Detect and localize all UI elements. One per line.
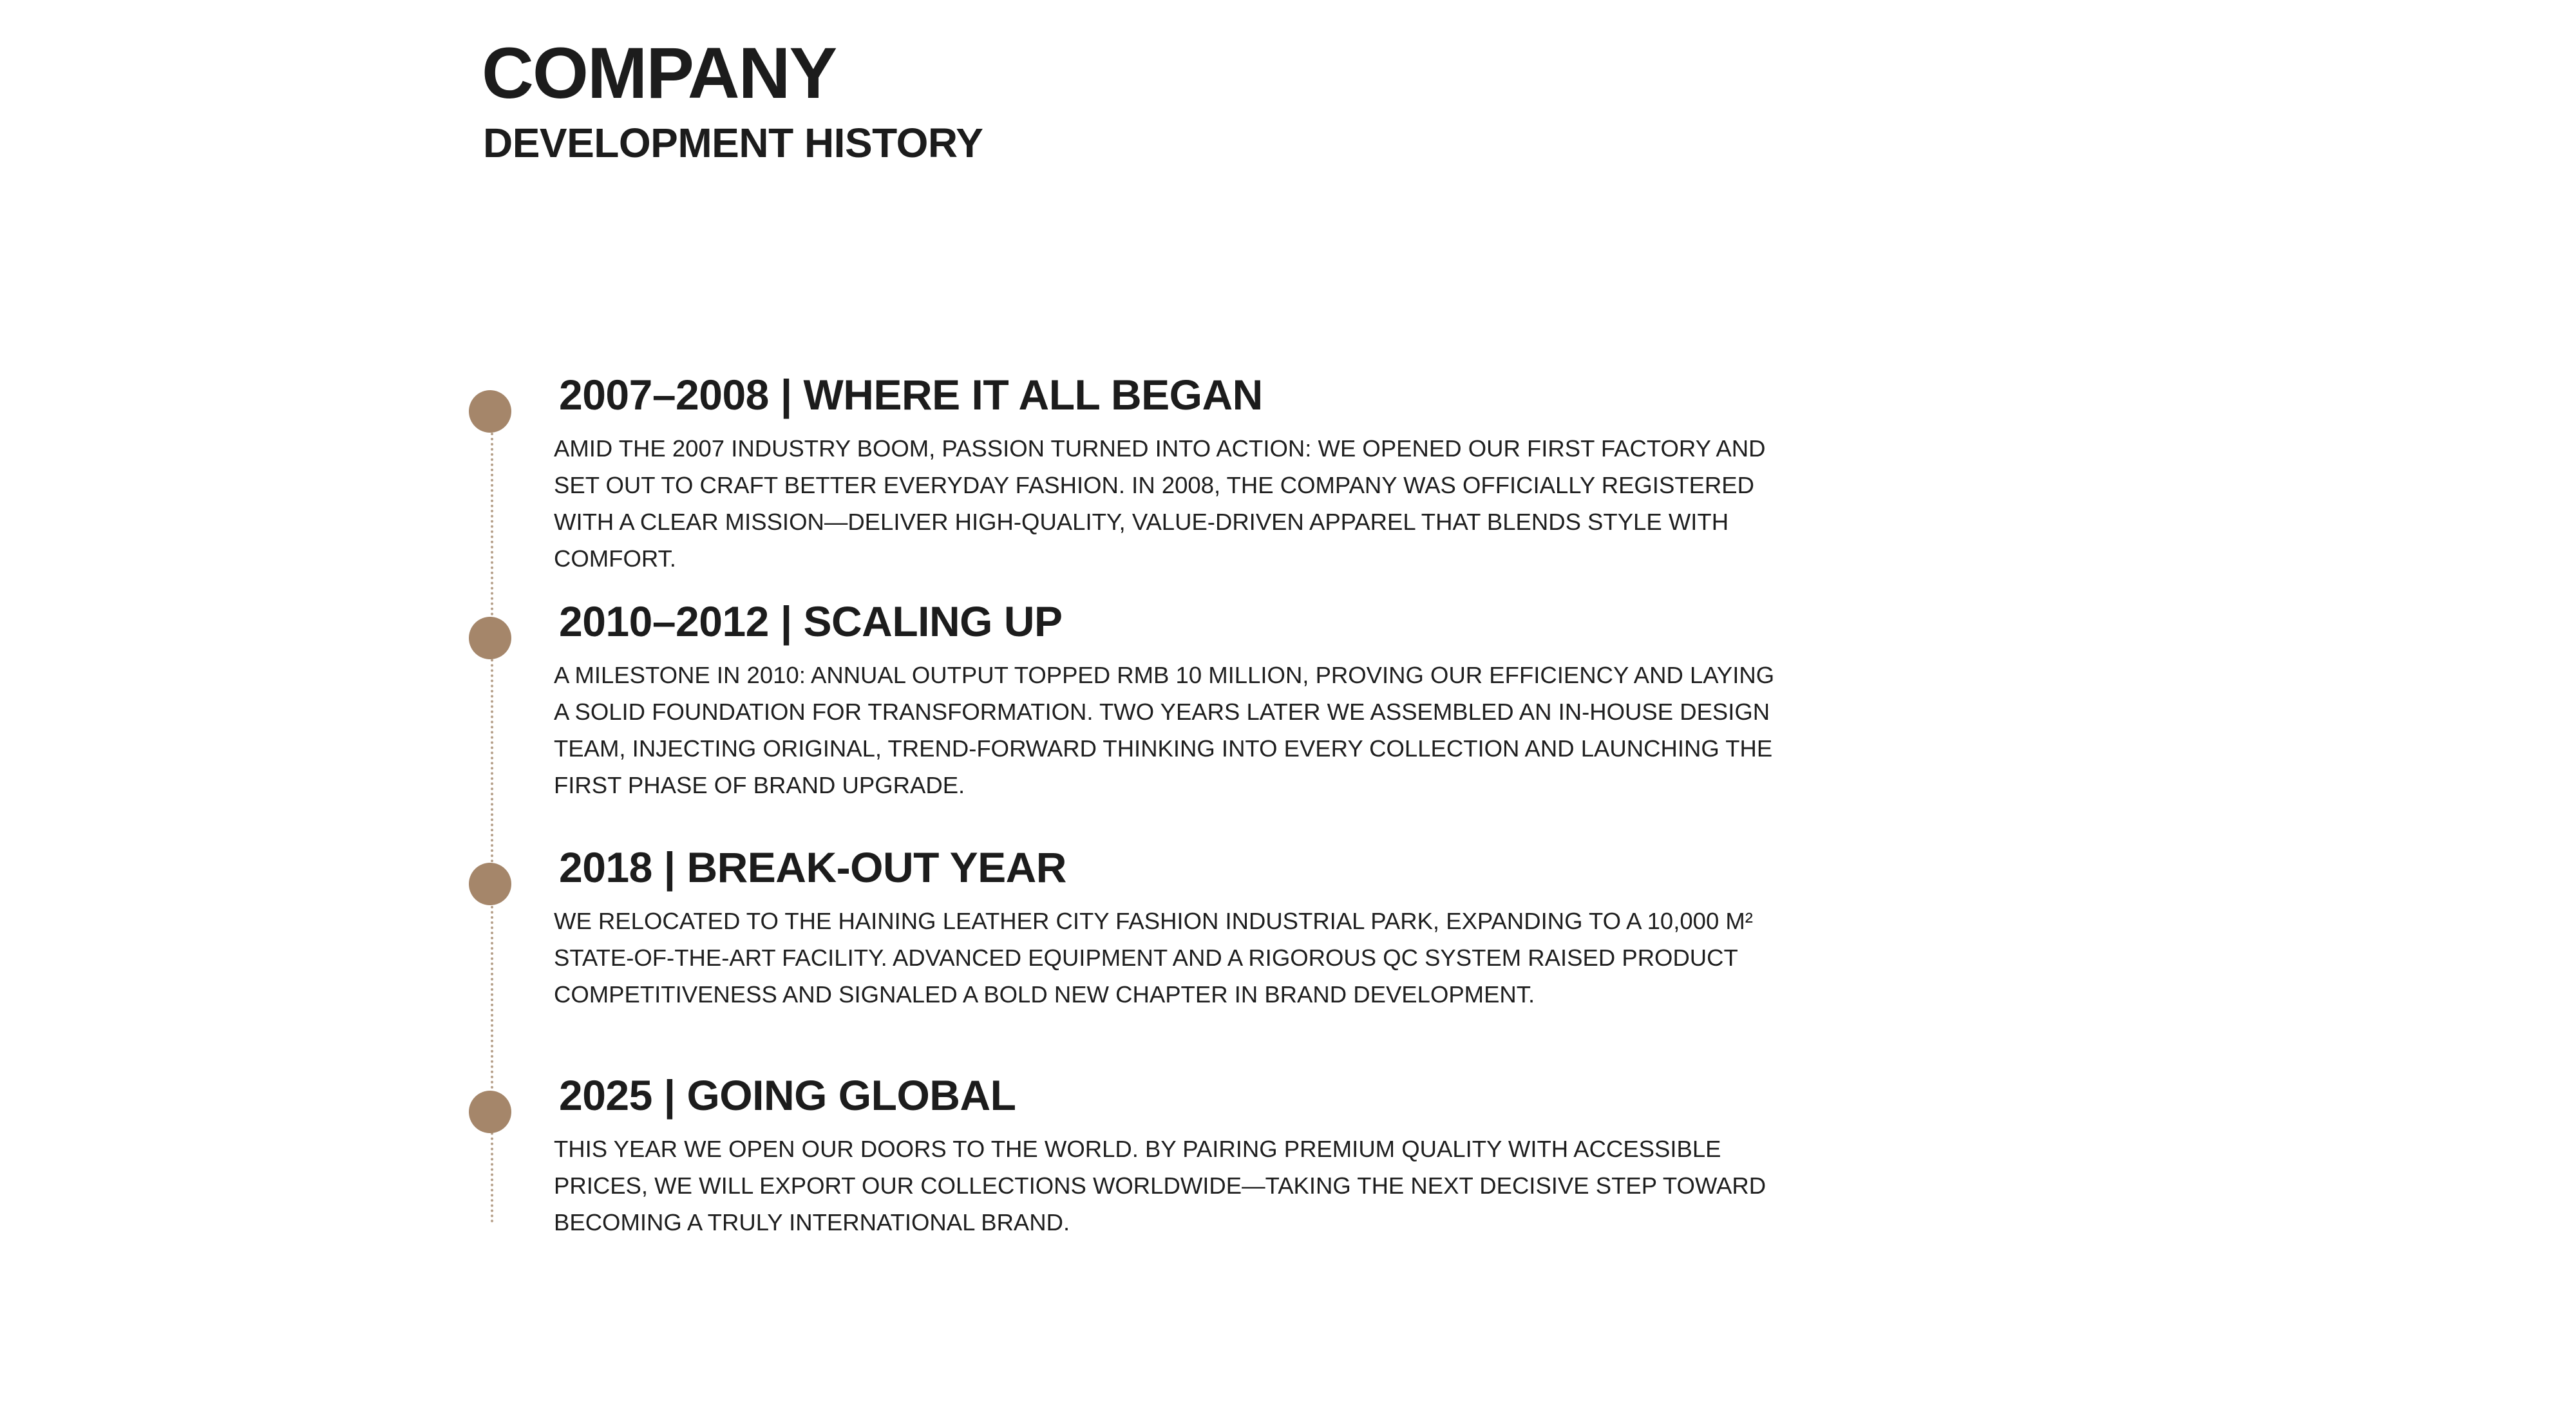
milestone-description: A MILESTONE IN 2010: ANNUAL OUTPUT TOPPED RMB 10 MILLION, PROVING OUR EFFICIENCY AND LAYING A SOLID FOUNDATION FOR TRANSFORMATION. TWO YEARS LATER WE ASSEMBLED AN IN-HOUSE DESIGN TEAM, INJECTING ORIGINAL, TREND-FORWARD THINKING INTO EVERY COLLECTION AND LAUNCHING THE FIRST PHASE OF BRAND UPGRADE. [554, 662, 1775, 798]
timeline-dot [469, 617, 511, 659]
milestone-description: AMID THE 2007 INDUSTRY BOOM, PASSION TURNED INTO ACTION: WE OPENED OUR FIRST FACTORY AND SET OUT TO CRAFT BETTER EVERYDAY FASHION. IN 2008, THE COMPANY WAS OFFICIALLY REGISTERED WITH A CLEAR MISSION—DELIVER HIGH-QUALITY, VALUE-DRIVEN APPAREL THAT BLENDS STYLE WITH COMFORT. [554, 435, 1766, 572]
page-title: COMPANY [482, 33, 837, 113]
timeline-dot [469, 863, 511, 905]
timeline-dot [469, 1091, 511, 1133]
milestone-heading: 2018 | BREAK-OUT YEAR [559, 843, 1066, 891]
milestone-description: THIS YEAR WE OPEN OUR DOORS TO THE WORLD. BY PAIRING PREMIUM QUALITY WITH ACCESSIBLE PRICES, WE WILL EXPORT OUR COLLECTIONS WORLDWIDE—TAKING THE NEXT DECISIVE STEP TOWARD BECOMING A TRULY INTERNATIONAL BRAND. [554, 1136, 1766, 1236]
milestone-heading: 2007–2008 | WHERE IT ALL BEGAN [559, 371, 1263, 418]
milestone-heading: 2010–2012 | SCALING UP [559, 597, 1063, 645]
milestone-heading: 2025 | GOING GLOBAL [559, 1071, 1016, 1119]
timeline-dot [469, 390, 511, 433]
milestone-description: WE RELOCATED TO THE HAINING LEATHER CITY FASHION INDUSTRIAL PARK, EXPANDING TO A 10,000 M² STATE-OF-THE-ART FACILITY. ADVANCED EQUIPMENT AND A RIGOROUS QC SYSTEM RAISED PRODUCT COMPETITIVENESS AND SIGNALED A BOLD NEW CHAPTER IN BRAND DEVELOPMENT. [554, 908, 1753, 1008]
page-subtitle: DEVELOPMENT HISTORY [483, 120, 983, 166]
